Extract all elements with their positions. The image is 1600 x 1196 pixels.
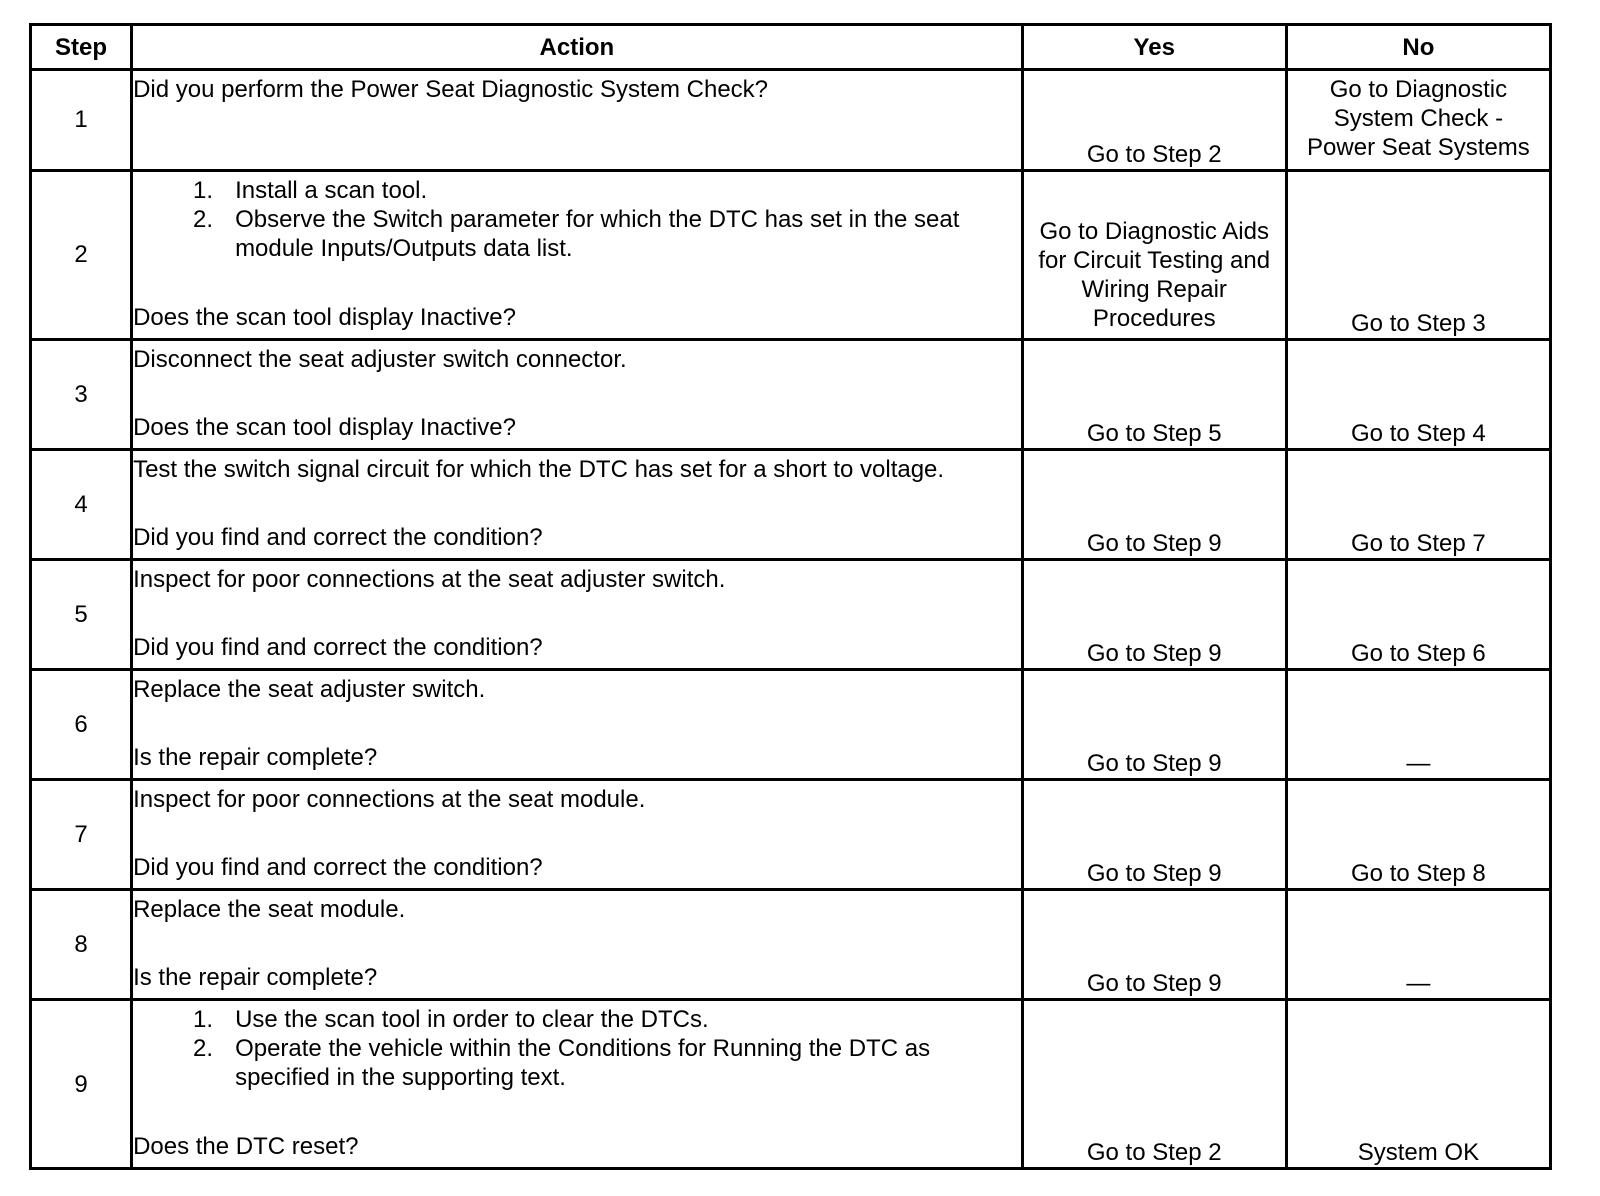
yes-cell: Go to Step 5 — [1022, 339, 1286, 449]
header-action: Action — [132, 25, 1023, 70]
action-steps-list — [133, 1005, 1021, 1092]
no-cell: Go to Diagnostic System Check - Power Seat Systems — [1286, 70, 1550, 171]
yes-cell: Go to Step 2 — [1022, 1000, 1286, 1169]
table-row — [31, 1000, 1551, 1169]
action-question: Does the DTC reset? — [133, 1133, 359, 1160]
step-number: 7 — [31, 779, 132, 889]
no-cell: — — [1286, 890, 1550, 1000]
action-question: Did you find and correct the condition? — [133, 854, 543, 882]
step-number: 3 — [31, 339, 132, 449]
list-item-text: Use the scan tool in order to clear the DTCs. — [235, 1006, 709, 1034]
action-question: Is the repair complete? — [133, 743, 378, 771]
action-text: Did you perform the Power Seat Diagnostic System Check? — [133, 76, 769, 103]
action-cell — [132, 170, 1023, 339]
yes-cell: Go to Diagnostic Aids for Circuit Testing and Wiring Repair Procedures — [1022, 170, 1286, 339]
header-step: Step — [31, 25, 132, 70]
table-row — [31, 669, 1551, 779]
no-cell: Go to Step 6 — [1286, 559, 1550, 669]
action-question: Does the scan tool display Inactive? — [133, 413, 516, 441]
action-text: Disconnect the seat adjuster switch connector. — [133, 345, 627, 373]
action-text: Test the switch signal circuit for which the DTC has set for a short to voltage. — [133, 455, 945, 483]
table-row — [31, 559, 1551, 669]
step-number: 1 — [31, 70, 132, 171]
action-cell — [132, 70, 1023, 171]
list-item — [183, 176, 1021, 205]
list-item-number: 2. — [193, 205, 214, 233]
no-cell: Go to Step 4 — [1286, 339, 1550, 449]
step-number: 5 — [31, 559, 132, 669]
action-text: Replace the seat adjuster switch. — [133, 675, 486, 703]
table-row — [31, 339, 1551, 449]
action-steps-list — [133, 176, 1021, 263]
action-question: Does the scan tool display Inactive? — [133, 303, 516, 331]
step-number: 6 — [31, 669, 132, 779]
action-cell — [132, 339, 1023, 449]
list-item-number: 1. — [193, 176, 214, 204]
yes-cell: Go to Step 9 — [1022, 890, 1286, 1000]
step-number: 8 — [31, 890, 132, 1000]
yes-cell: Go to Step 9 — [1022, 449, 1286, 559]
action-cell — [132, 779, 1023, 889]
no-cell: Go to Step 7 — [1286, 449, 1550, 559]
yes-cell: Go to Step 9 — [1022, 669, 1286, 779]
action-cell — [132, 1000, 1023, 1169]
no-cell: Go to Step 8 — [1286, 779, 1550, 889]
action-cell — [132, 559, 1023, 669]
table-row — [31, 890, 1551, 1000]
no-cell: System OK — [1286, 1000, 1550, 1169]
header-yes: Yes — [1022, 25, 1286, 70]
step-number: 9 — [31, 1000, 132, 1169]
step-number: 2 — [31, 170, 132, 339]
header-no: No — [1286, 25, 1550, 70]
action-question: Did you find and correct the condition? — [133, 633, 543, 661]
list-item-text: Install a scan tool. — [235, 176, 428, 204]
yes-cell: Go to Step 9 — [1022, 779, 1286, 889]
list-item-number: 1. — [193, 1006, 214, 1034]
list-item — [183, 205, 1021, 263]
list-item-text: Observe the Switch parameter for which the DTC has set in the seat module Inputs/Outputs data list. — [235, 205, 960, 262]
list-item — [183, 1005, 1021, 1034]
header-row — [31, 25, 1551, 70]
table-row — [31, 779, 1551, 889]
action-cell — [132, 449, 1023, 559]
action-cell — [132, 669, 1023, 779]
table-row — [31, 449, 1551, 559]
table-row — [31, 170, 1551, 339]
list-item — [183, 1034, 1021, 1092]
step-number: 4 — [31, 449, 132, 559]
action-text: Replace the seat module. — [133, 896, 406, 924]
action-question: Is the repair complete? — [133, 964, 378, 992]
no-cell: Go to Step 3 — [1286, 170, 1550, 339]
no-cell: — — [1286, 669, 1550, 779]
action-text: Inspect for poor connections at the seat module. — [133, 785, 646, 813]
diagnostic-table — [29, 23, 1552, 1170]
action-text: Inspect for poor connections at the seat adjuster switch. — [133, 565, 726, 593]
action-question: Did you find and correct the condition? — [133, 523, 543, 551]
list-item-number: 2. — [193, 1035, 214, 1063]
yes-cell: Go to Step 2 — [1022, 70, 1286, 171]
table-row — [31, 70, 1551, 171]
yes-cell: Go to Step 9 — [1022, 559, 1286, 669]
list-item-text: Operate the vehicle within the Conditions for Running the DTC as specified in the supporting text. — [235, 1035, 931, 1092]
action-cell — [132, 890, 1023, 1000]
